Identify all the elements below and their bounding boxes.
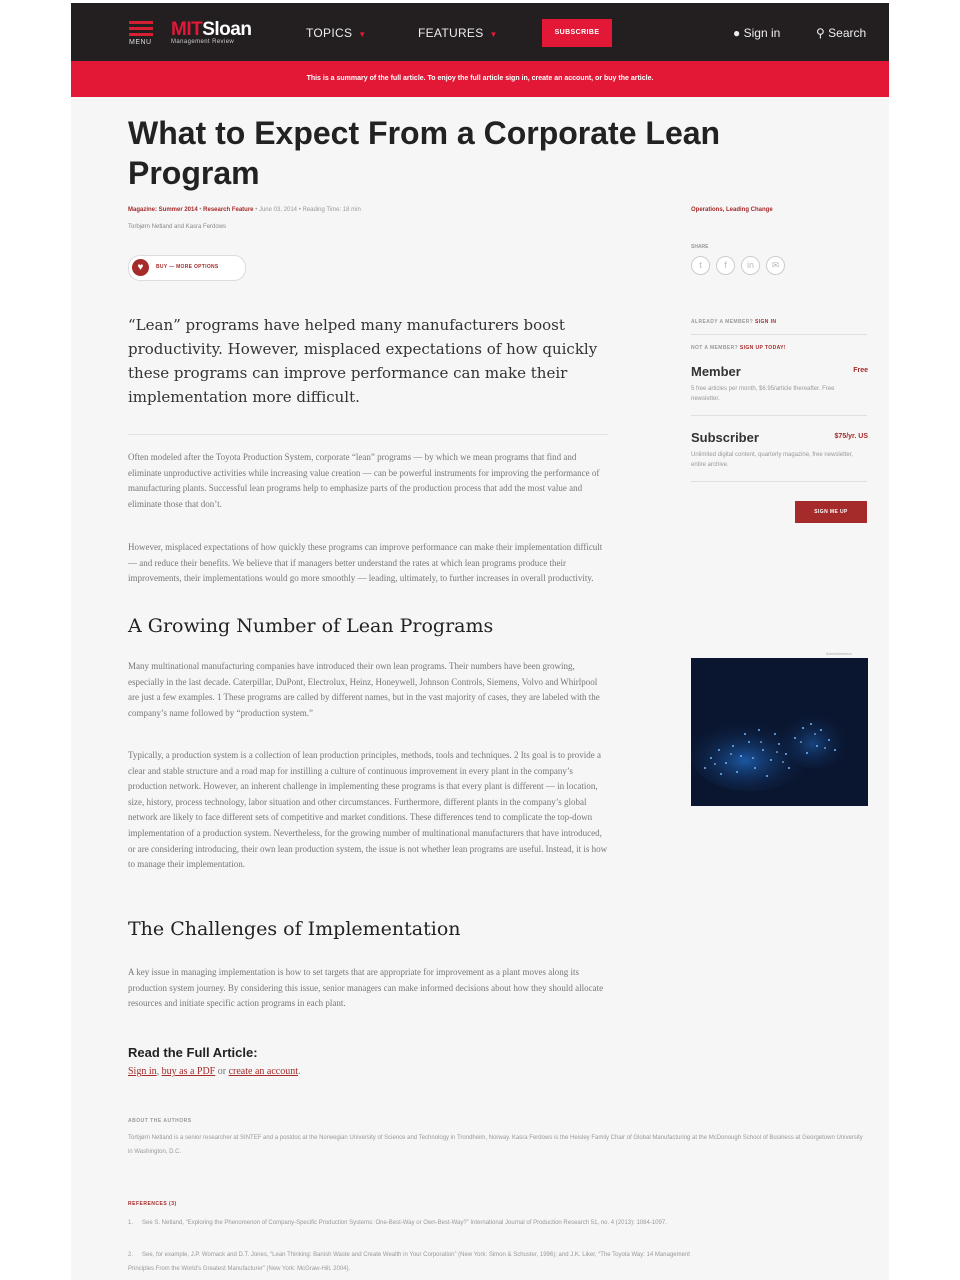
sidebar-divider — [691, 481, 867, 482]
nav-features-label: FEATURES — [418, 26, 484, 40]
paragraph-2: However, misplaced expectations of how quickly these programs can improve performance can make their implementation difficult — and reduce their benefits. We believe that if managers better understand the rates at which lean programs produce their improvements, their implementations would go more smoothly — leading, ultimately, to further increases in overall productivity. — [128, 542, 603, 584]
article-title: What to Expect From a Corporate Lean Program — [128, 115, 721, 191]
sidebar-divider — [691, 415, 867, 416]
particle-figure-graphic — [691, 658, 868, 806]
topic-links[interactable]: Operations, Leading Change — [691, 207, 773, 213]
reference-item: 2. See, for example, J.P. Womack and D.T. Jones, “Lean Thinking: Banish Waste and Create Wealth in Your Corporation” (New York: Simon & Schuster, 1996); and J.K. Liker, “The Toyota Way: 14 Management Principles From the World’s Greatest Manufacturer” (New York: McGraw-Hill, 2004). — [128, 1252, 690, 1272]
subscriber-tier-name: Subscriber — [691, 430, 759, 445]
sidebar-sign-in-link[interactable]: SIGN IN — [754, 319, 777, 325]
chevron-down-icon: ▼ — [489, 30, 498, 39]
share-label: SHARE — [691, 244, 709, 250]
logo-sloan: Sloan — [202, 19, 252, 40]
search-link[interactable] — [816, 26, 866, 40]
subscriber-tier-price: $75/yr. US — [834, 433, 868, 440]
paragraph-3: Many multinational manufacturing companies have introduced their own lean programs. Their numbers have been growing, especially in the last decade. Caterpillar, DuPont, Electrolux, Heinz, Honeywell, Johnson Controls, Siemens, Volvo and Whirlpool are just a few examples. 1 These programs are called by different names, but in the vast majority of cases, they are labeled with the company’s name followed by “production system.” — [128, 661, 600, 718]
hamburger-icon — [129, 21, 153, 24]
reference-text: See, for example, J.P. Womack and D.T. Jones, “Lean Thinking: Banish Waste and Create Wealth in Your Corporation” (New York: Simon & Schuster, 1996); and J.K. Liker, “The Toyota Way: 14 Management Principles From the World’s Greatest Manufacturer” (New York: McGraw-Hill, 2004). — [128, 1252, 690, 1272]
already-member-text: ALREADY A MEMBER? — [691, 319, 754, 325]
nav-topics-label: TOPICS — [306, 26, 353, 40]
sidebar-divider — [691, 334, 867, 335]
section-heading-challenges: The Challenges of Implementation — [128, 918, 461, 940]
reference-text: See S. Netland, “Exploring the Phenomenon of Company-Specific Production Systems: One-Best-Way or Own-Best-Way?” International Journal of Production Research 51, no. 4 (2013): 1084-1097. — [142, 1220, 667, 1226]
chevron-down-icon: ▼ — [358, 30, 367, 39]
article-date: June 03, 2014 — [258, 207, 298, 213]
paragraph-1: Often modeled after the Toyota Production System, corporate “lean” programs — by which we mean programs that find and eliminate unproductive activities while increasing value creation — can be powerful instruments for improving the performance of manufacturing plants. Successful lean programs help to emphasize parts of the production process that add the most value and eliminate those that don’t. — [128, 452, 600, 509]
logo-subtitle: Management Review — [171, 39, 235, 45]
cart-icon: ♥ — [132, 259, 149, 276]
menu-button[interactable] — [129, 21, 157, 46]
member-tier-name: Member — [691, 364, 741, 379]
member-tier-price: Free — [853, 367, 868, 374]
menu-label: MENU — [129, 39, 152, 46]
user-icon: ● — [733, 26, 741, 40]
paragraph-5: A key issue in managing implementation is how to set targets that are appropriate for improvement as a plant moves along its production system journey. By considering this issue, senior managers can make informed decisions about how they should allocate resources and initiate specific action programs in each plant. — [128, 967, 604, 1009]
hamburger-icon-bar — [129, 33, 153, 36]
sign-in-link[interactable] — [733, 26, 780, 40]
logo-mit: MIT — [171, 19, 203, 40]
section-heading-growing: A Growing Number of Lean Programs — [128, 615, 494, 637]
search-label: Search — [828, 26, 867, 40]
about-authors-heading: ABOUT THE AUTHORS — [128, 1118, 192, 1124]
nav-topics[interactable] — [306, 26, 366, 40]
article-type-link[interactable]: Research Feature — [203, 207, 254, 213]
already-member — [691, 319, 776, 325]
article-meta: Magazine: Summer 2014 • Research Feature • June 03, 2014 • Reading Time: 18 min — [128, 207, 361, 213]
buy-pdf-link[interactable]: buy as a PDF — [161, 1066, 216, 1077]
not-member — [691, 345, 786, 351]
article-lede: “Lean” programs have helped many manufacturers boost productivity. However, misplaced expectations of how quickly these programs can improve performance can make their implementation more difficult. — [128, 316, 598, 406]
more-options-label[interactable]: MORE OPTIONS — [176, 264, 219, 270]
linkedin-icon[interactable]: in — [741, 256, 760, 275]
buy-options-pill[interactable] — [128, 255, 246, 281]
facebook-icon[interactable]: f — [716, 256, 735, 275]
about-authors-text: Torbjørn Netland is a senior researcher at SINTEF and a postdoc at the Norwegian University of Science and Technology in Trondheim, Norway. Kasra Ferdows is the Heisley Family Chair of Global Manufacturing at the McDonough School of Business at Georgetown University in Washington, D.C. — [128, 1135, 863, 1155]
divider — [128, 434, 608, 435]
read-sep-1: , — [156, 1066, 162, 1077]
buy-label[interactable]: BUY — [156, 264, 168, 270]
site-logo[interactable] — [171, 19, 251, 45]
subscribe-button[interactable]: SUBSCRIBE — [542, 19, 612, 47]
top-navigation — [71, 3, 889, 61]
nav-features[interactable] — [418, 26, 498, 40]
read-or: or — [215, 1066, 229, 1077]
hamburger-icon-bar — [129, 27, 153, 30]
sign-in-article-link[interactable]: Sign in — [128, 1066, 157, 1077]
reference-item: 1. See S. Netland, “Exploring the Phenomenon of Company-Specific Production Systems: One-Best-Way or Own-Best-Way?” International Journal of Production Research 51, no. 4 (2013): 1084-1097. — [128, 1220, 667, 1226]
page — [71, 3, 889, 1280]
email-icon[interactable]: ✉ — [766, 256, 785, 275]
read-full-links — [128, 1066, 301, 1077]
buy-options-text: BUY — MORE OPTIONS — [156, 264, 219, 270]
sign-in-label: Sign in — [743, 26, 781, 40]
summary-banner: This is a summary of the full article. To enjoy the full article sign in, create an account, or buy the article. — [71, 61, 889, 97]
create-account-link[interactable]: create an account — [228, 1066, 298, 1077]
reading-time: Reading Time: 18 min — [302, 207, 361, 213]
article-authors[interactable]: Torbjørn Netland and Kasra Ferdows — [128, 224, 227, 230]
sidebar-sign-up-link[interactable]: SIGN UP TODAY! — [739, 345, 786, 351]
twitter-icon[interactable]: t — [691, 256, 710, 275]
issue-link[interactable]: Magazine: Summer 2014 — [128, 207, 198, 213]
advertisement-label: Advertisement — [826, 651, 852, 656]
sign-me-up-button[interactable]: SIGN ME UP — [795, 501, 867, 523]
subscriber-tier-description: Unlimited digital content, quarterly magazine, free newsletter, entire archive. — [691, 452, 854, 468]
member-tier-description: 5 free articles per month, $6.95/article thereafter. Free newsletter. — [691, 386, 835, 402]
share-icons — [691, 255, 791, 275]
references-heading[interactable]: REFERENCES (3) — [128, 1201, 177, 1207]
read-end: . — [298, 1066, 301, 1077]
paragraph-4: Typically, a production system is a collection of lean production principles, methods, tools and techniques. 2 Its goal is to provide a clear and stable structure and a road map for instilling a culture of continuous improvement in every plant in the company’s production network. However, an inherent challenge in implementing these programs is that every plant is different — in location, size, history, process technology, labor situation and other circumstances. Furthermore, different plants in the company’s global network are likely to face different sets of competitive and market conditions. These differences tend to complicate the top-down implementation of a production system. Nevertheless, for the growing number of multinational manufacturers that have introduced, or are considering introducing, their own lean production system, the issue is not whether lean programs are useful. Instead, it is how to manage their implementation. — [128, 750, 608, 870]
not-member-text: NOT A MEMBER? — [691, 345, 739, 351]
read-full-heading: Read the Full Article: — [128, 1045, 258, 1060]
search-icon: ⚲ — [816, 26, 825, 40]
advertisement-image[interactable] — [691, 658, 868, 806]
